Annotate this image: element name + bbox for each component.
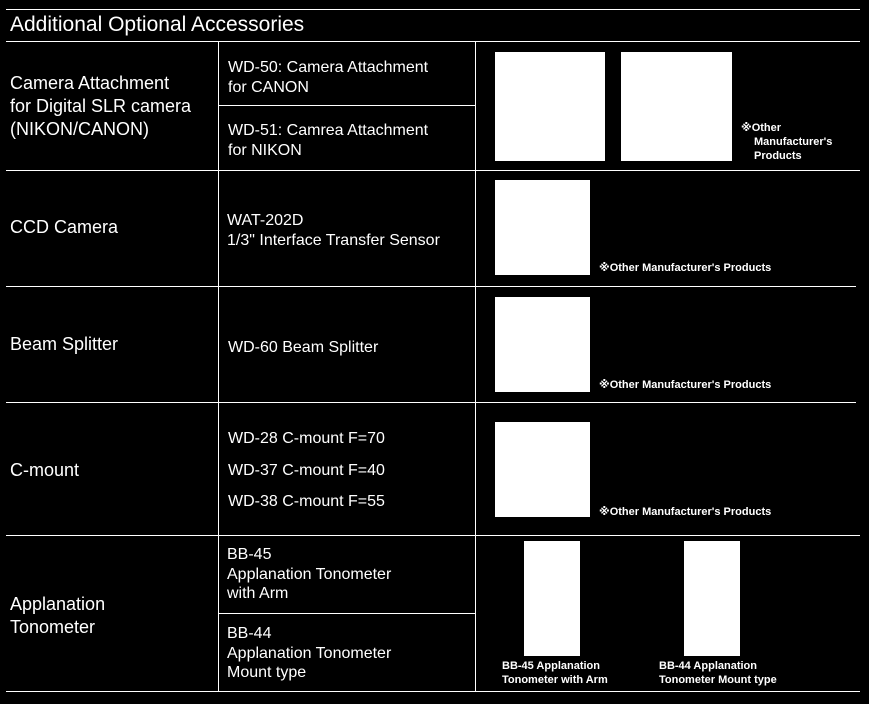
rule-col-1 xyxy=(218,41,219,692)
other-manufacturer-note: ※Other Manufacturer's Products xyxy=(599,379,772,391)
rule-col-2 xyxy=(475,41,476,692)
category-ccd-camera: CCD Camera xyxy=(10,217,119,237)
product-bb-44: BB-44 Applanation Tonometer Mount type xyxy=(227,625,392,681)
caption-bb-44: BB-44 Applanation Tonometer Mount type xyxy=(659,660,777,686)
category-camera-attachment: Camera Attachment for Digital SLR camera (NIKON/CANON) xyxy=(10,73,192,139)
rule-camera-bottom xyxy=(6,170,860,171)
other-manufacturer-note: ※Other Manufacturer's Products xyxy=(599,506,772,518)
other-manufacturer-note: ※Other Manufacturer's Products xyxy=(599,262,772,274)
product-image-bb-45 xyxy=(524,541,580,656)
other-manufacturer-note: ※Other Manufacturer's Products xyxy=(741,122,833,162)
rule-applanation-inner xyxy=(219,613,475,614)
product-image-c-mount xyxy=(495,422,590,517)
rule-cmount-bottom xyxy=(6,535,860,536)
rule-top xyxy=(6,9,860,10)
product-image-beam-splitter xyxy=(495,297,590,392)
product-wd-28: WD-28 C-mount F=70 xyxy=(228,430,385,447)
product-wd-60: WD-60 Beam Splitter xyxy=(228,339,379,356)
rule-camera-inner xyxy=(219,105,475,106)
category-beam-splitter: Beam Splitter xyxy=(10,334,119,354)
product-wat-202d: WAT-202D 1/3" Interface Transfer Sensor xyxy=(227,212,440,249)
category-c-mount: C-mount xyxy=(10,460,80,480)
rule-beam-bottom xyxy=(6,402,856,403)
product-wd-38: WD-38 C-mount F=55 xyxy=(228,493,385,510)
product-image-wd-51 xyxy=(621,52,732,161)
caption-bb-45: BB-45 Applanation Tonometer with Arm xyxy=(502,660,608,686)
rule-header xyxy=(6,41,860,42)
rule-bottom xyxy=(6,691,860,692)
product-wd-37: WD-37 C-mount F=40 xyxy=(228,462,385,479)
product-wd-51: WD-51: Camrea Attachment for NIKON xyxy=(228,122,429,159)
product-image-wd-50 xyxy=(495,52,605,161)
product-image-ccd-camera xyxy=(495,180,590,275)
product-image-bb-44 xyxy=(684,541,740,656)
page-title: Additional Optional Accessories xyxy=(10,13,305,36)
product-wd-50: WD-50: Camera Attachment for CANON xyxy=(228,59,429,96)
rule-ccd-bottom xyxy=(6,286,856,287)
product-bb-45: BB-45 Applanation Tonometer with Arm xyxy=(227,546,392,602)
category-applanation-tonometer: Applanation Tonometer xyxy=(10,594,106,637)
